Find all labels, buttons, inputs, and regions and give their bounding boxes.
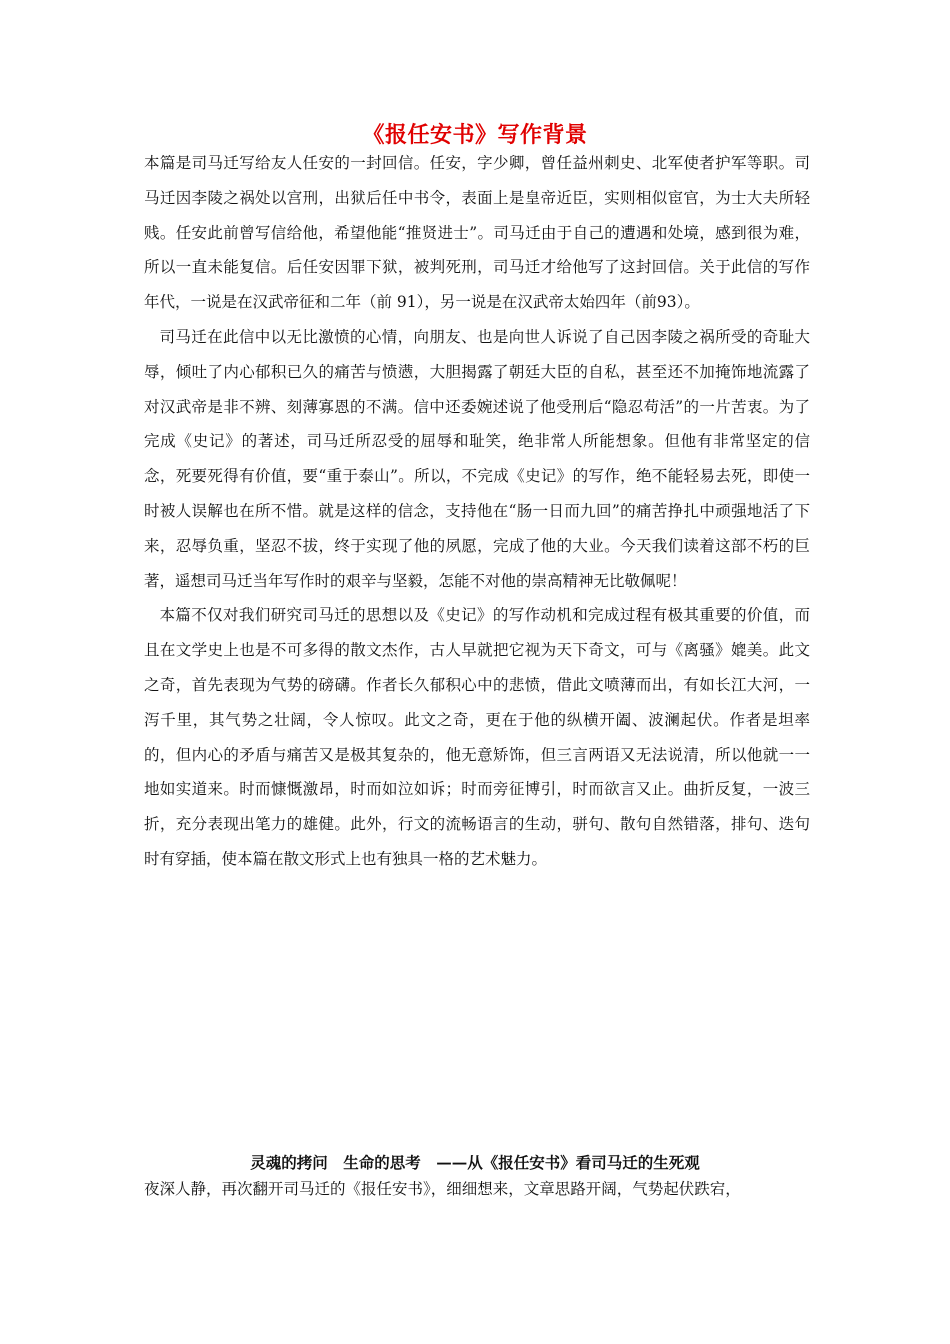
- document-body: [144, 146, 810, 877]
- document-title: 《报任安书》写作背景: [362, 122, 588, 148]
- section-subtitle: 灵魂的拷问 生命的思考 ——从《报任安书》看司马迁的生死观: [250, 1153, 700, 1172]
- paragraph-background: 本篇是司马迁写给友人任安的一封回信。任安，字少卿，曾任益州刺史、北军使者护军等职。司马迁因李陵之祸处以宫刑，出狱后任中书令，表面上是皇帝近臣，实则相似宦官，为士大夫所轻贱。任安此前曾写信给他，希望他能“推贤进士”。司马迁由于自己的遭遇和处境，感到很为难，所以一直未能复信。后任安因罪下狱，被判死刑，司马迁才给他写了这封回信。关于此信的写作年代，一说是在汉武帝征和二年（前 91），另一说是在汉武帝太始四年（前93）。: [144, 154, 810, 312]
- paragraph-value: 本篇不仅对我们研究司马迁的思想以及《史记》的写作动机和完成过程有极其重要的价值，而且在文学史上也是不可多得的散文杰作，古人早就把它视为天下奇文，可与《离骚》媲美。此文之奇，首先表现为气势的磅礴。作者长久郁积心中的悲愤，借此文喷薄而出，有如长江大河，一泻千里，其气势之壮阔，令人惊叹。此文之奇，更在于他的纵横开阖、波澜起伏。作者是坦率的，但内心的矛盾与痛苦又是极其复杂的，他无意矫饰，但三言两语又无法说清，所以他就一一地如实道来。时而慷慨激昂，时而如泣如诉；时而旁征博引，时而欲言又止。曲折反复，一波三折，充分表现出笔力的雄健。此外，行文的流畅语言的生动，骈句、散句自然错落，排句、迭句时有穿插，使本篇在散文形式上也有独具一格的艺术魅力。: [144, 606, 810, 868]
- paragraph-content: 司马迁在此信中以无比激愤的心情，向朋友、也是向世人诉说了自己因李陵之祸所受的奇耻大辱，倾吐了内心郁积已久的痛苦与愤懑，大胆揭露了朝廷大臣的自私，甚至还不加掩饰地流露了对汉武帝是非不辨、刻薄寡恩的不满。信中还委婉述说了他受刑后“隐忍苟活”的一片苦衷。为了完成《史记》的著述，司马迁所忍受的屈辱和耻笑，绝非常人所能想象。但他有非常坚定的信念，死要死得有价值，要“重于泰山”。所以，不完成《史记》的写作，绝不能轻易去死，即使一时被人误解也在所不惜。就是这样的信念，支持他在“肠一日而九回”的痛苦挣扎中顽强地活了下来，忍辱负重，坚忍不拔，终于实现了他的夙愿，完成了他的大业。今天我们读着这部不朽的巨著，遥想司马迁当年写作时的艰辛与坚毅，怎能不对他的崇高精神无比敬佩呢！: [144, 327, 810, 590]
- section-first-line: 夜深人静，再次翻开司马迁的《报任安书》，细细想来，文章思路开阔，气势起伏跌宕，: [144, 1180, 741, 1198]
